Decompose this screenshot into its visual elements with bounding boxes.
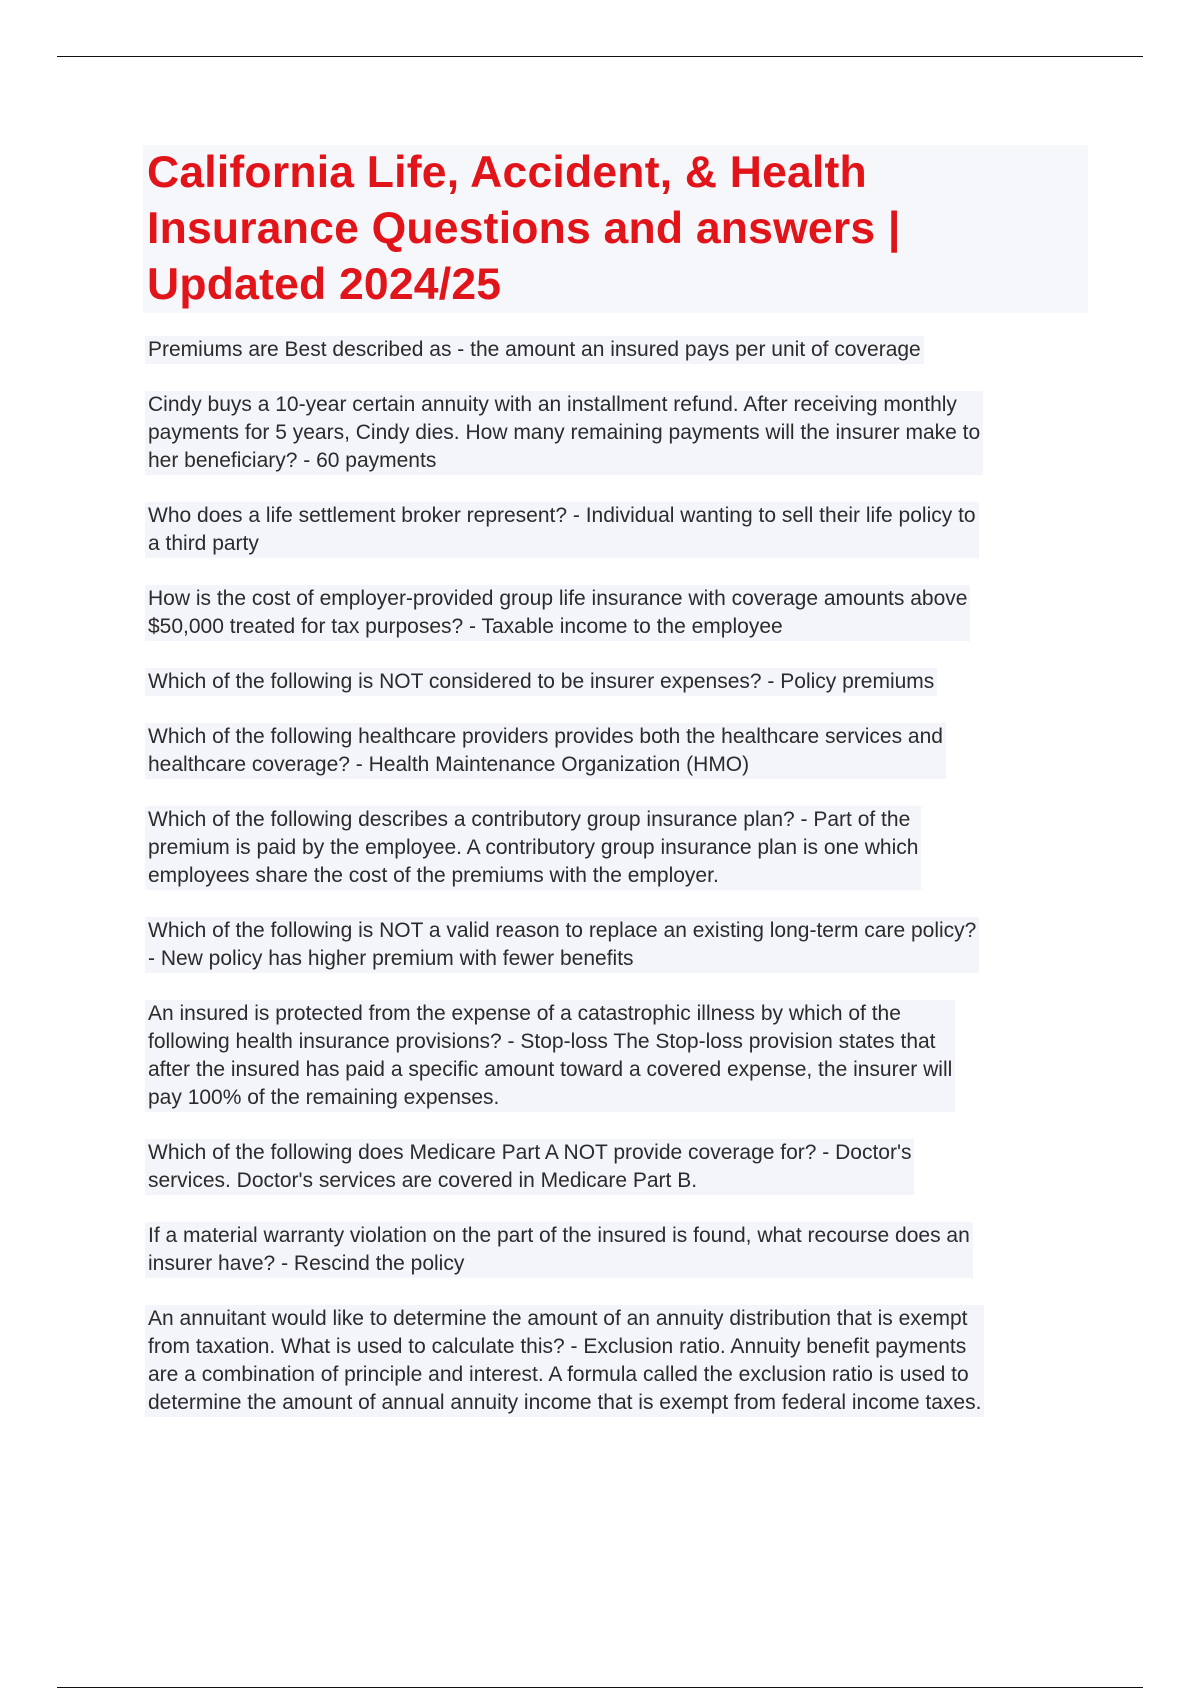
qa-item [145,391,983,475]
qa-text-line: Cindy buys a 10-year certain annuity with an installment refund. After receiving monthly [148,393,957,416]
title-line: Updated 2024/25 [147,260,502,309]
document-title [147,145,1084,313]
qa-item [145,1000,955,1112]
qa-text-line: a third party [148,532,259,555]
qa-text-line: from taxation. What is used to calculate this? - Exclusion ratio. Annuity benefit payments [148,1335,967,1358]
qa-text-line: Which of the following describes a contributory group insurance plan? - Part of the [148,808,911,831]
top-rule [57,56,1143,57]
qa-text-line: Which of the following is NOT a valid reason to replace an existing long-term care policy? [148,919,977,942]
qa-text-line: healthcare coverage? - Health Maintenance Organization (HMO) [148,753,750,776]
qa-text-line: services. Doctor's services are covered in Medicare Part B. [148,1169,698,1192]
qa-item [145,502,979,558]
qa-text-line: - New policy has higher premium with fewer benefits [148,947,634,970]
qa-text-line: Premiums are Best described as - the amount an insured pays per unit of coverage [148,338,921,361]
qa-text-line: premium is paid by the employee. A contributory group insurance plan is one which [148,836,919,859]
qa-text-line: An annuitant would like to determine the amount of an annuity distribution that is exempt [148,1307,968,1330]
qa-text-line: How is the cost of employer-provided group life insurance with coverage amounts above [148,587,968,610]
qa-item [145,668,937,696]
qa-item [145,1139,914,1195]
qa-text-line: are a combination of principle and interest. A formula called the exclusion ratio is used to [148,1363,969,1386]
qa-text-line: insurer have? - Rescind the policy [148,1252,465,1275]
qa-item [145,806,921,890]
qa-text-line: Which of the following does Medicare Part A NOT provide coverage for? - Doctor's [148,1141,912,1164]
qa-text-line: pay 100% of the remaining expenses. [148,1086,500,1109]
title-line: California Life, Accident, & Health [147,148,867,197]
qa-item [145,336,924,364]
qa-item [145,1305,984,1417]
qa-text-line: following health insurance provisions? - Stop-loss The Stop-loss provision states that [148,1030,936,1053]
qa-item [145,723,946,779]
title-line: Insurance Questions and answers | [147,204,901,253]
qa-text-line: determine the amount of annual annuity income that is exempt from federal income taxes. [148,1391,982,1414]
qa-text-line: $50,000 treated for tax purposes? - Taxable income to the employee [148,615,783,638]
qa-text-line: after the insured has paid a specific amount toward a covered expense, the insurer will [148,1058,953,1081]
qa-text-line: An insured is protected from the expense of a catastrophic illness by which of the [148,1002,901,1025]
qa-text-line: Which of the following is NOT considered to be insurer expenses? - Policy premiums [148,670,935,693]
qa-text-line: If a material warranty violation on the part of the insured is found, what recourse does an [148,1224,970,1247]
qa-item [145,917,979,973]
qa-text-line: employees share the cost of the premiums with the employer. [148,864,719,887]
qa-item [145,585,970,641]
qa-text-line: her beneficiary? - 60 payments [148,449,437,472]
title-block [143,145,1088,313]
qa-text-line: payments for 5 years, Cindy dies. How many remaining payments will the insurer make to [148,421,981,444]
qa-item [145,1222,973,1278]
qa-list [145,336,1090,1444]
bottom-rule [57,1687,1143,1688]
qa-text-line: Which of the following healthcare providers provides both the healthcare services and [148,725,943,748]
qa-text-line: Who does a life settlement broker represent? - Individual wanting to sell their life policy to [148,504,976,527]
